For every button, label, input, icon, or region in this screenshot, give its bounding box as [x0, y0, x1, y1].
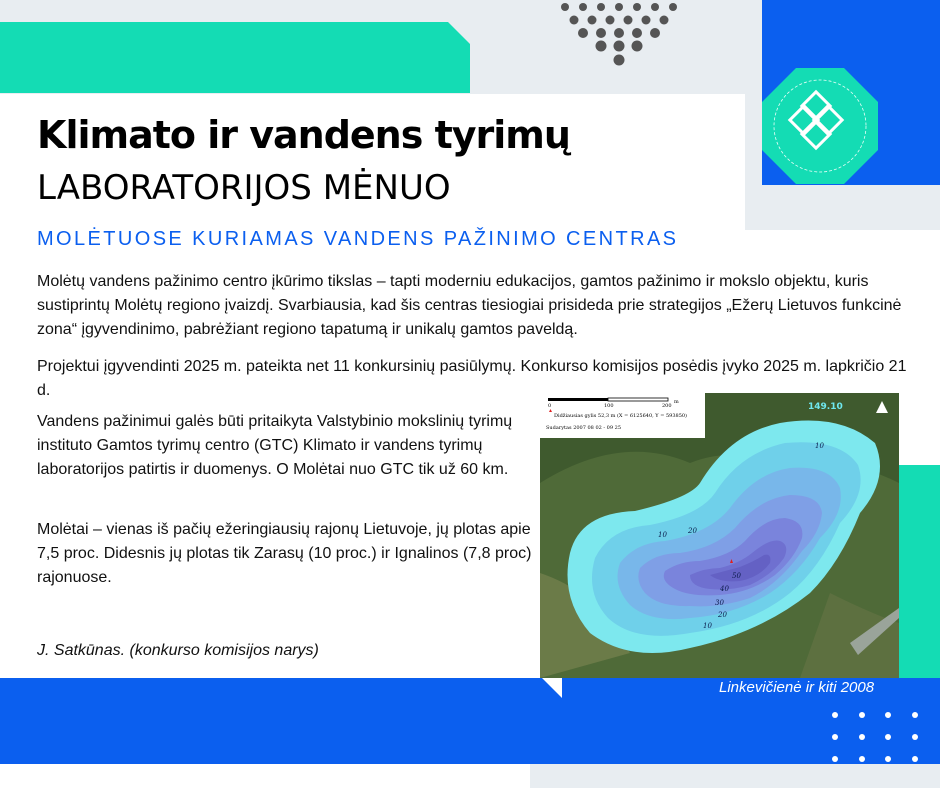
- elevation-label: 149.10: [808, 402, 843, 412]
- page-title: Klimato ir vandens tyrimų: [37, 113, 570, 157]
- dots-triangle-decoration: [555, 0, 685, 70]
- scale-label: 100: [604, 403, 614, 409]
- dots-grid-decoration: [826, 706, 926, 766]
- depth-label: 10: [815, 442, 824, 450]
- paragraph-gtc: Vandens pažinimui galės būti pritaikyta Valstybinio mokslinių tyrimų instituto Gamtos tyrimų centro (GTC) Klimato ir vandens tyrimų laboratorijos patirtis ir duomenys. O Molėtai nuo GTC tik už 60 km.: [37, 413, 513, 478]
- legend-depth: Didžiausias gylis 52,3 m (X = 6125640, Y = 593850): [554, 413, 688, 419]
- page-subtitle: LABORATORIJOS MĖNUO: [37, 168, 451, 208]
- depth-label: 10: [703, 622, 712, 630]
- depth-label: 20: [718, 611, 727, 619]
- author-credit: J. Satkūnas. (konkurso komisijos narys): [37, 642, 319, 659]
- paragraph-lakes: Molėtai – vienas iš pačių ežeringiausių rajonų Lietuvoje, jų plotas apie 7,5 proc. Didesnis jų plotas tik Zarasų (10 proc.) ir Ignalinos (7,8 proc) rajonuose.: [37, 521, 532, 586]
- paragraph-competition: Projektui įgyvendinti 2025 m. pateikta net 11 konkursinių pasiūlymų. Konkurso komisijos posėdis įvyko 2025 m. lapkričio 21 d.: [37, 358, 907, 399]
- depth-label: 10: [658, 531, 667, 539]
- depth-label: 50: [732, 572, 741, 580]
- map-caption: Linkevičienė ir kiti 2008: [719, 679, 875, 696]
- gamtos-tyrimu-centras-logo: [760, 66, 880, 186]
- green-accent-bar: [0, 22, 470, 93]
- section-heading: MOLĖTUOSE KURIAMAS VANDENS PAŽINIMO CENTRAS: [37, 228, 679, 250]
- bottom-strip-grey: [530, 764, 940, 788]
- depth-label: 30: [715, 599, 724, 607]
- lake-bathymetry-map: [540, 393, 899, 678]
- scale-label: 200: [662, 403, 672, 409]
- legend-date: Sudarytas 2007 08 02 - 09 25: [546, 425, 621, 431]
- depth-label: 20: [688, 527, 697, 535]
- scale-label: m: [674, 399, 679, 405]
- paragraph-goal: Molėtų vandens pažinimo centro įkūrimo tikslas – tapti moderniu edukacijos, gamtos pažinimo ir mokslo objektu, kuris sustiprintų Molėtų regiono įvaizdį. Svarbiausia, kad šis centras tiesiogiai prisideda prie strategijos „Ežerų Lietuvos funkcinė zona“ įgyvendinimo, pabrėžiant regiono tapatumą ir unikalų gamtos paveldą.: [37, 273, 902, 338]
- scale-label: 0: [548, 403, 552, 409]
- depth-label: 40: [720, 585, 729, 593]
